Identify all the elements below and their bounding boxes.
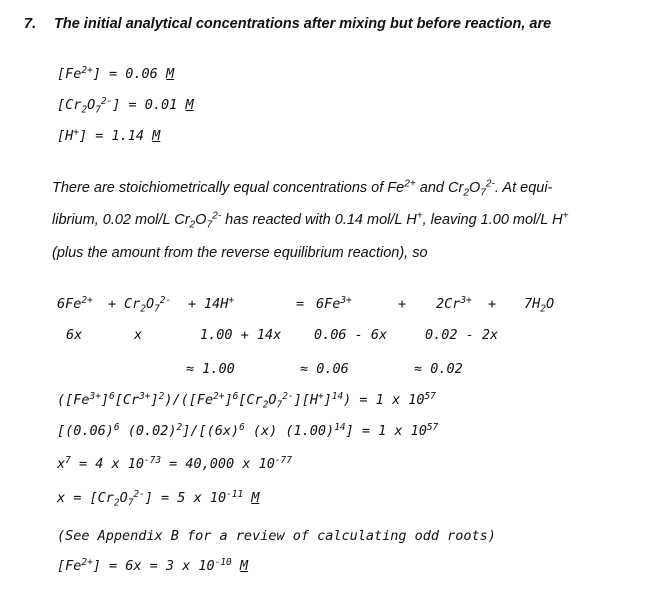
reaction-h: 14H+ [204,294,235,312]
approx-h: ≈ 1.00 [186,361,235,377]
substitution: [$(0.06)^6$ $(0.02)^2]/[(6x)^6$ (x) $(1.00)^{14}] = 1$ x $10^{57}$ [57,421,439,439]
k-expression-text [0,0,1,1]
initial-cr2o7: $[Cr_2O_7^{2-}] = 0.01$ M [57,95,194,116]
reaction-water: $7H_2O$ [524,296,555,315]
substitution-text [0,0,1,1]
approx-cr3: ≈ 0.02 [414,361,463,377]
reaction-cr2o7: $Cr_2O_7^{2-}$ [124,294,172,315]
k-expression: $([Fe^{3+}]^6[Cr^{3+}]^2)/([Fe^{2+}]^6[Cr_2O_7^{2-}][H^+]^{14}) = 1$ x $10^{57}$ [57,390,436,411]
x7-equation: $x^7 = 4$ x $10^{-73} = 40,000$ x $10^{-77}$ [57,454,292,472]
problem-intro: The initial analytical concentrations after mixing but before reaction, are [54,16,552,32]
change-fe: 6x [66,327,83,343]
reaction-plus-1: + [108,296,117,312]
paragraph-line-2: librium, 0.02 mol/L $Cr_2O_7^{2-}$ has reacted with 0.14 mol/L H+, leaving 1.00 mol/L H+ [52,210,569,231]
fe-result: $[Fe^{2+}] = 6x = 3$ x $10^{-10}$ M [57,556,249,574]
reaction-fe3: $6Fe^{3+}$ [316,294,352,312]
problem-number: 7. [24,16,37,32]
initial-h: [H+] = 1.14 M [57,126,161,144]
reaction-plus-2: + [188,296,197,312]
approx-fe3: ≈ 0.06 [300,361,349,377]
reaction-plus-4: + [488,296,497,312]
reaction-equals: = [296,296,305,312]
reaction-fe2: $6Fe^{2+}$ [57,294,93,312]
x-value: $x = [Cr_2O_7^{2-}] = 5$ x $10^{-11}$ M [57,488,260,509]
change-cr3: 0.02 - 2x [425,327,499,343]
reaction-cr3: $2Cr^{3+}$ [436,294,472,312]
initial-fe: $[Fe^{2+}] = 0.06$ M [57,64,175,82]
reaction-plus-3: + [398,296,407,312]
change-fe3: 0.06 - 6x [314,327,388,343]
paragraph-line-1: There are stoichiometrically equal concentrations of $Fe^{2+}$ and $Cr_2O_7^{2-}$. At equi- [52,178,553,199]
change-cr2o7: x [134,327,143,343]
appendix-note: (See Appendix B for a review of calculating odd roots) [57,528,496,544]
change-h: 1.00 + 14x [200,327,282,343]
paragraph-line-3: (plus the amount from the reverse equilibrium reaction), so [52,245,428,261]
